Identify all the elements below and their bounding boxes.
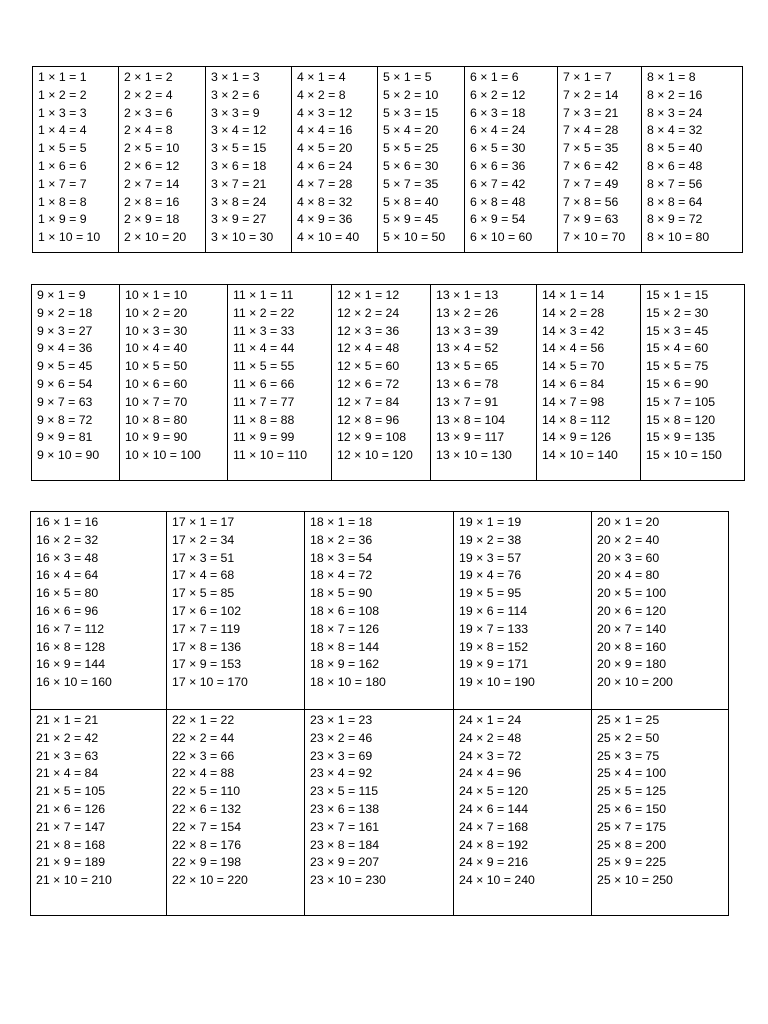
multiplication-fact: 16 × 5 = 80: [36, 586, 99, 601]
multiplication-fact: 19 × 6 = 114: [459, 603, 528, 618]
multiplication-fact: 13 × 8 = 104: [436, 412, 506, 427]
multiplication-fact: 8 × 8 = 64: [647, 194, 703, 209]
multiplication-fact: 14 × 4 = 56: [542, 341, 605, 356]
multiplication-fact: 20 × 7 = 140: [597, 621, 667, 636]
multiplication-fact: 21 × 3 = 63: [36, 748, 99, 763]
multiplication-fact: 24 × 7 = 168: [459, 819, 529, 834]
multiplication-fact: 1 × 5 = 5: [38, 141, 87, 156]
multiplication-fact: 13 × 6 = 78: [436, 376, 499, 391]
multiplication-fact: 4 × 8 = 32: [297, 194, 353, 209]
times-table-cell: [592, 710, 729, 916]
multiplication-fact: 4 × 6 = 24: [297, 158, 353, 173]
multiplication-fact: 18 × 4 = 72: [310, 568, 373, 583]
multiplication-fact: 5 × 4 = 20: [383, 123, 439, 138]
multiplication-fact: 3 × 7 = 21: [211, 176, 267, 191]
multiplication-fact: 7 × 7 = 49: [563, 176, 619, 191]
multiplication-fact: 8 × 9 = 72: [647, 212, 703, 227]
multiplication-fact: 5 × 1 = 5: [383, 70, 432, 84]
times-table-cell: [305, 512, 454, 710]
multiplication-fact: 12 × 5 = 60: [337, 359, 400, 374]
multiplication-fact: 23 × 5 = 115: [310, 784, 379, 799]
multiplication-fact: 1 × 2 = 2: [38, 87, 87, 102]
multiplication-fact: 8 × 6 = 48: [647, 158, 703, 173]
times-table-cell: [167, 710, 305, 916]
times-table-cell: [292, 67, 378, 253]
multiplication-fact: 18 × 5 = 90: [310, 586, 373, 601]
multiplication-fact: 18 × 8 = 144: [310, 639, 380, 654]
multiplication-fact: 24 × 4 = 96: [459, 766, 522, 781]
multiplication-fact: 18 × 7 = 126: [310, 621, 380, 636]
multiplication-fact: 2 × 5 = 10: [124, 141, 180, 156]
multiplication-fact: 1 × 1 = 1: [38, 70, 87, 84]
multiplication-fact: 10 × 6 = 60: [125, 376, 188, 391]
multiplication-fact: 7 × 8 = 56: [563, 194, 619, 209]
times-table-cell: [206, 67, 292, 253]
multiplication-fact: 16 × 8 = 128: [36, 639, 106, 654]
multiplication-fact: 5 × 7 = 35: [383, 176, 439, 191]
multiplication-fact: 9 × 3 = 27: [37, 323, 93, 338]
multiplication-fact: 15 × 2 = 30: [646, 305, 709, 320]
multiplication-fact: 12 × 10 = 120: [337, 448, 413, 463]
multiplication-fact: 19 × 7 = 133: [459, 621, 529, 636]
multiplication-fact: 14 × 1 = 14: [542, 288, 605, 302]
multiplication-fact: 7 × 3 = 21: [563, 105, 619, 120]
times-table-cell: [592, 512, 729, 710]
multiplication-fact: 21 × 1 = 21: [36, 713, 99, 727]
times-table-cell: [228, 285, 332, 481]
multiplication-fact: 17 × 4 = 68: [172, 568, 235, 583]
multiplication-fact: 5 × 5 = 25: [383, 141, 439, 156]
multiplication-fact: 9 × 9 = 81: [37, 430, 93, 445]
multiplication-fact: 7 × 4 = 28: [563, 123, 619, 138]
multiplication-fact: 4 × 1 = 4: [297, 70, 346, 84]
times-table-cell: [33, 67, 119, 253]
multiplication-fact: 22 × 2 = 44: [172, 730, 235, 745]
multiplication-fact: 12 × 1 = 12: [337, 288, 400, 302]
multiplication-fact: 18 × 9 = 162: [310, 657, 380, 672]
multiplication-fact: 8 × 1 = 8: [647, 70, 696, 84]
multiplication-fact: 18 × 10 = 180: [310, 675, 386, 690]
multiplication-fact: 7 × 6 = 42: [563, 158, 619, 173]
multiplication-fact: 3 × 9 = 27: [211, 212, 267, 227]
multiplication-fact: 13 × 7 = 91: [436, 394, 499, 409]
table-row: [32, 285, 745, 481]
multiplication-fact: 1 × 9 = 9: [38, 212, 87, 227]
multiplication-fact: 4 × 7 = 28: [297, 176, 353, 191]
multiplication-fact: 17 × 1 = 17: [172, 515, 235, 529]
times-table-cell: [305, 710, 454, 916]
multiplication-fact: 25 × 9 = 225: [597, 855, 667, 870]
multiplication-fact: 14 × 3 = 42: [542, 323, 605, 338]
multiplication-fact: 15 × 4 = 60: [646, 341, 709, 356]
times-table-cell: [465, 67, 558, 253]
multiplication-fact: 18 × 2 = 36: [310, 532, 373, 547]
multiplication-fact: 21 × 9 = 189: [36, 855, 106, 870]
multiplication-fact: 16 × 7 = 112: [36, 621, 105, 636]
multiplication-fact: 20 × 8 = 160: [597, 639, 667, 654]
multiplication-fact: 16 × 4 = 64: [36, 568, 99, 583]
multiplication-fact: 22 × 9 = 198: [172, 855, 242, 870]
multiplication-fact: 14 × 6 = 84: [542, 376, 605, 391]
times-table-9-to-15: [31, 284, 745, 481]
multiplication-fact: 23 × 7 = 161: [310, 819, 380, 834]
multiplication-fact: 20 × 10 = 200: [597, 675, 673, 690]
multiplication-fact: 12 × 6 = 72: [337, 376, 400, 391]
times-table-cell: [120, 285, 228, 481]
multiplication-fact: 6 × 7 = 42: [470, 176, 526, 191]
multiplication-fact: 13 × 4 = 52: [436, 341, 499, 356]
multiplication-fact: 11 × 8 = 88: [233, 412, 295, 427]
multiplication-fact: 18 × 6 = 108: [310, 603, 380, 618]
multiplication-fact: 2 × 1 = 2: [124, 70, 173, 84]
multiplication-fact: 3 × 2 = 6: [211, 87, 260, 102]
multiplication-fact: 16 × 2 = 32: [36, 532, 99, 547]
times-table-cell: [31, 710, 167, 916]
multiplication-fact: 3 × 4 = 12: [211, 123, 267, 138]
multiplication-fact: 25 × 6 = 150: [597, 801, 667, 816]
multiplication-fact: 24 × 5 = 120: [459, 784, 529, 799]
multiplication-fact: 21 × 4 = 84: [36, 766, 99, 781]
multiplication-fact: 14 × 5 = 70: [542, 359, 605, 374]
multiplication-fact: 23 × 10 = 230: [310, 873, 386, 888]
multiplication-fact: 24 × 1 = 24: [459, 713, 522, 727]
multiplication-fact: 11 × 5 = 55: [233, 359, 295, 374]
multiplication-fact: 2 × 10 = 20: [124, 230, 187, 245]
multiplication-fact: 15 × 8 = 120: [646, 412, 716, 427]
multiplication-fact: 22 × 10 = 220: [172, 873, 248, 888]
multiplication-fact: 3 × 5 = 15: [211, 141, 267, 156]
multiplication-fact: 10 × 7 = 70: [125, 394, 188, 409]
times-table-cell: [454, 512, 592, 710]
multiplication-fact: 17 × 7 = 119: [172, 621, 241, 636]
multiplication-fact: 8 × 4 = 32: [647, 123, 703, 138]
multiplication-fact: 6 × 5 = 30: [470, 141, 526, 156]
multiplication-fact: 1 × 8 = 8: [38, 194, 87, 209]
multiplication-fact: 24 × 8 = 192: [459, 837, 529, 852]
multiplication-fact: 20 × 2 = 40: [597, 532, 660, 547]
multiplication-fact: 2 × 9 = 18: [124, 212, 180, 227]
multiplication-fact: 1 × 4 = 4: [38, 123, 87, 138]
multiplication-fact: 13 × 2 = 26: [436, 305, 499, 320]
multiplication-fact: 6 × 2 = 12: [470, 87, 526, 102]
multiplication-fact: 18 × 3 = 54: [310, 550, 373, 565]
multiplication-fact: 9 × 2 = 18: [37, 305, 93, 320]
multiplication-fact: 11 × 10 = 110: [233, 448, 308, 463]
multiplication-fact: 8 × 3 = 24: [647, 105, 703, 120]
multiplication-fact: 6 × 4 = 24: [470, 123, 526, 138]
multiplication-fact: 19 × 4 = 76: [459, 568, 522, 583]
multiplication-fact: 7 × 2 = 14: [563, 87, 619, 102]
times-table-cell: [642, 67, 743, 253]
multiplication-fact: 8 × 5 = 40: [647, 141, 703, 156]
multiplication-fact: 21 × 2 = 42: [36, 730, 99, 745]
multiplication-fact: 5 × 9 = 45: [383, 212, 439, 227]
multiplication-fact: 22 × 8 = 176: [172, 837, 242, 852]
multiplication-fact: 16 × 6 = 96: [36, 603, 99, 618]
multiplication-fact: 19 × 1 = 19: [459, 515, 522, 529]
multiplication-fact: 7 × 9 = 63: [563, 212, 619, 227]
multiplication-fact: 22 × 4 = 88: [172, 766, 235, 781]
multiplication-fact: 2 × 2 = 4: [124, 87, 173, 102]
multiplication-fact: 17 × 5 = 85: [172, 586, 235, 601]
multiplication-fact: 7 × 5 = 35: [563, 141, 619, 156]
multiplication-fact: 21 × 6 = 126: [36, 801, 106, 816]
multiplication-fact: 21 × 5 = 105: [36, 784, 106, 799]
multiplication-fact: 11 × 2 = 22: [233, 305, 295, 320]
multiplication-fact: 22 × 1 = 22: [172, 713, 235, 727]
multiplication-fact: 19 × 9 = 171: [459, 657, 529, 672]
multiplication-fact: 10 × 3 = 30: [125, 323, 188, 338]
multiplication-fact: 15 × 6 = 90: [646, 376, 709, 391]
multiplication-fact: 3 × 6 = 18: [211, 158, 267, 173]
multiplication-fact: 16 × 3 = 48: [36, 550, 99, 565]
multiplication-fact: 3 × 10 = 30: [211, 230, 274, 245]
multiplication-fact: 3 × 3 = 9: [211, 105, 260, 120]
multiplication-fact: 19 × 3 = 57: [459, 550, 522, 565]
multiplication-fact: 25 × 5 = 125: [597, 784, 667, 799]
multiplication-fact: 6 × 6 = 36: [470, 158, 526, 173]
multiplication-fact: 11 × 6 = 66: [233, 376, 295, 391]
multiplication-fact: 22 × 7 = 154: [172, 819, 242, 834]
multiplication-fact: 2 × 6 = 12: [124, 158, 180, 173]
multiplication-fact: 7 × 1 = 7: [563, 70, 612, 84]
multiplication-fact: 5 × 8 = 40: [383, 194, 439, 209]
multiplication-fact: 22 × 6 = 132: [172, 801, 242, 816]
multiplication-fact: 20 × 1 = 20: [597, 515, 660, 529]
multiplication-fact: 15 × 3 = 45: [646, 323, 709, 338]
multiplication-fact: 10 × 10 = 100: [125, 448, 201, 463]
multiplication-fact: 24 × 3 = 72: [459, 748, 522, 763]
multiplication-fact: 4 × 4 = 16: [297, 123, 353, 138]
multiplication-fact: 10 × 2 = 20: [125, 305, 188, 320]
table-row: [31, 512, 729, 710]
multiplication-fact: 20 × 6 = 120: [597, 603, 667, 618]
times-table-cell: [31, 512, 167, 710]
multiplication-fact: 23 × 2 = 46: [310, 730, 373, 745]
multiplication-fact: 20 × 9 = 180: [597, 657, 667, 672]
multiplication-fact: 8 × 2 = 16: [647, 87, 703, 102]
multiplication-fact: 8 × 10 = 80: [647, 230, 710, 245]
multiplication-fact: 4 × 3 = 12: [297, 105, 353, 120]
times-table-cell: [558, 67, 642, 253]
multiplication-fact: 11 × 7 = 77: [233, 394, 295, 409]
multiplication-fact: 1 × 10 = 10: [38, 230, 101, 245]
multiplication-fact: 10 × 8 = 80: [125, 412, 188, 427]
multiplication-fact: 10 × 1 = 10: [125, 288, 188, 302]
multiplication-fact: 9 × 1 = 9: [37, 288, 86, 302]
multiplication-fact: 24 × 9 = 216: [459, 855, 529, 870]
multiplication-fact: 12 × 9 = 108: [337, 430, 407, 445]
multiplication-fact: 20 × 5 = 100: [597, 586, 667, 601]
multiplication-fact: 22 × 3 = 66: [172, 748, 235, 763]
multiplication-fact: 11 × 1 = 11: [233, 288, 294, 302]
multiplication-fact: 9 × 7 = 63: [37, 394, 93, 409]
multiplication-fact: 3 × 1 = 3: [211, 70, 260, 84]
multiplication-fact: 17 × 8 = 136: [172, 639, 242, 654]
multiplication-fact: 10 × 4 = 40: [125, 341, 188, 356]
multiplication-fact: 11 × 9 = 99: [233, 430, 295, 445]
multiplication-fact: 15 × 5 = 75: [646, 359, 709, 374]
multiplication-fact: 25 × 1 = 25: [597, 713, 660, 727]
multiplication-fact: 19 × 2 = 38: [459, 532, 522, 547]
times-table-cell: [119, 67, 206, 253]
multiplication-fact: 4 × 9 = 36: [297, 212, 353, 227]
multiplication-fact: 17 × 9 = 153: [172, 657, 242, 672]
multiplication-fact: 25 × 7 = 175: [597, 819, 667, 834]
multiplication-fact: 25 × 10 = 250: [597, 873, 673, 888]
multiplication-fact: 17 × 2 = 34: [172, 532, 235, 547]
multiplication-fact: 8 × 7 = 56: [647, 176, 703, 191]
multiplication-fact: 18 × 1 = 18: [310, 515, 373, 529]
multiplication-fact: 14 × 8 = 112: [542, 412, 611, 427]
multiplication-fact: 20 × 3 = 60: [597, 550, 660, 565]
multiplication-fact: 13 × 10 = 130: [436, 448, 512, 463]
multiplication-fact: 6 × 10 = 60: [470, 230, 533, 245]
multiplication-fact: 10 × 9 = 90: [125, 430, 188, 445]
multiplication-fact: 23 × 4 = 92: [310, 766, 373, 781]
times-table-cell: [167, 512, 305, 710]
multiplication-fact: 16 × 1 = 16: [36, 515, 99, 529]
multiplication-fact: 12 × 3 = 36: [337, 323, 400, 338]
multiplication-fact: 20 × 4 = 80: [597, 568, 660, 583]
multiplication-fact: 1 × 6 = 6: [38, 158, 87, 173]
multiplication-fact: 6 × 3 = 18: [470, 105, 526, 120]
multiplication-fact: 25 × 3 = 75: [597, 748, 660, 763]
multiplication-fact: 7 × 10 = 70: [563, 230, 626, 245]
multiplication-fact: 15 × 9 = 135: [646, 430, 716, 445]
times-table-16-to-25: [30, 511, 729, 916]
multiplication-fact: 4 × 5 = 20: [297, 141, 353, 156]
multiplication-fact: 25 × 8 = 200: [597, 837, 667, 852]
multiplication-fact: 24 × 10 = 240: [459, 873, 535, 888]
multiplication-fact: 3 × 8 = 24: [211, 194, 267, 209]
multiplication-fact: 23 × 1 = 23: [310, 713, 373, 727]
multiplication-fact: 2 × 3 = 6: [124, 105, 173, 120]
multiplication-fact: 6 × 8 = 48: [470, 194, 526, 209]
times-table-cell: [641, 285, 745, 481]
multiplication-fact: 16 × 10 = 160: [36, 675, 112, 690]
multiplication-fact: 4 × 2 = 8: [297, 87, 346, 102]
multiplication-fact: 2 × 7 = 14: [124, 176, 180, 191]
times-table-cell: [454, 710, 592, 916]
multiplication-fact: 5 × 6 = 30: [383, 158, 439, 173]
multiplication-fact: 25 × 2 = 50: [597, 730, 660, 745]
multiplication-fact: 23 × 3 = 69: [310, 748, 373, 763]
multiplication-fact: 15 × 1 = 15: [646, 288, 709, 302]
multiplication-fact: 23 × 9 = 207: [310, 855, 380, 870]
multiplication-fact: 9 × 4 = 36: [37, 341, 93, 356]
table-row: [31, 710, 729, 916]
multiplication-fact: 19 × 10 = 190: [459, 675, 535, 690]
multiplication-fact: 15 × 7 = 105: [646, 394, 716, 409]
multiplication-fact: 11 × 4 = 44: [233, 341, 295, 356]
multiplication-fact: 17 × 3 = 51: [172, 550, 235, 565]
times-table-cell: [431, 285, 537, 481]
multiplication-fact: 2 × 8 = 16: [124, 194, 180, 209]
multiplication-fact: 15 × 10 = 150: [646, 448, 722, 463]
times-table-cell: [32, 285, 120, 481]
multiplication-fact: 21 × 7 = 147: [36, 819, 106, 834]
multiplication-fact: 9 × 10 = 90: [37, 448, 100, 463]
multiplication-fact: 13 × 5 = 65: [436, 359, 499, 374]
multiplication-fact: 17 × 10 = 170: [172, 675, 248, 690]
multiplication-fact: 11 × 3 = 33: [233, 323, 295, 338]
multiplication-fact: 1 × 3 = 3: [38, 105, 87, 120]
multiplication-fact: 9 × 5 = 45: [37, 359, 93, 374]
multiplication-fact: 6 × 9 = 54: [470, 212, 526, 227]
multiplication-fact: 6 × 1 = 6: [470, 70, 519, 84]
multiplication-fact: 4 × 10 = 40: [297, 230, 360, 245]
multiplication-fact: 19 × 5 = 95: [459, 586, 522, 601]
multiplication-fact: 1 × 7 = 7: [38, 176, 87, 191]
multiplication-fact: 19 × 8 = 152: [459, 639, 529, 654]
multiplication-fact: 12 × 7 = 84: [337, 394, 400, 409]
multiplication-fact: 5 × 3 = 15: [383, 105, 439, 120]
multiplication-fact: 5 × 2 = 10: [383, 87, 439, 102]
multiplication-fact: 14 × 9 = 126: [542, 430, 612, 445]
times-table-1-to-8: [32, 66, 743, 253]
times-table-cell: [537, 285, 641, 481]
times-table-cell: [378, 67, 465, 253]
multiplication-fact: 23 × 8 = 184: [310, 837, 380, 852]
multiplication-fact: 13 × 9 = 117: [436, 430, 505, 445]
multiplication-fact: 13 × 3 = 39: [436, 323, 499, 338]
multiplication-fact: 13 × 1 = 13: [436, 288, 499, 302]
multiplication-fact: 16 × 9 = 144: [36, 657, 106, 672]
multiplication-fact: 21 × 8 = 168: [36, 837, 106, 852]
times-table-cell: [332, 285, 431, 481]
multiplication-fact: 10 × 5 = 50: [125, 359, 188, 374]
multiplication-fact: 5 × 10 = 50: [383, 230, 446, 245]
multiplication-fact: 23 × 6 = 138: [310, 801, 380, 816]
multiplication-fact: 22 × 5 = 110: [172, 784, 241, 799]
multiplication-fact: 14 × 2 = 28: [542, 305, 605, 320]
multiplication-fact: 14 × 10 = 140: [542, 448, 618, 463]
multiplication-fact: 24 × 2 = 48: [459, 730, 522, 745]
multiplication-fact: 2 × 4 = 8: [124, 123, 173, 138]
multiplication-fact: 12 × 4 = 48: [337, 341, 400, 356]
multiplication-fact: 17 × 6 = 102: [172, 603, 242, 618]
multiplication-fact: 14 × 7 = 98: [542, 394, 605, 409]
multiplication-fact: 24 × 6 = 144: [459, 801, 529, 816]
multiplication-fact: 12 × 8 = 96: [337, 412, 400, 427]
multiplication-fact: 25 × 4 = 100: [597, 766, 667, 781]
table-row: [33, 67, 743, 253]
multiplication-fact: 9 × 6 = 54: [37, 376, 93, 391]
multiplication-fact: 9 × 8 = 72: [37, 412, 93, 427]
multiplication-fact: 12 × 2 = 24: [337, 305, 400, 320]
multiplication-fact: 21 × 10 = 210: [36, 873, 112, 888]
